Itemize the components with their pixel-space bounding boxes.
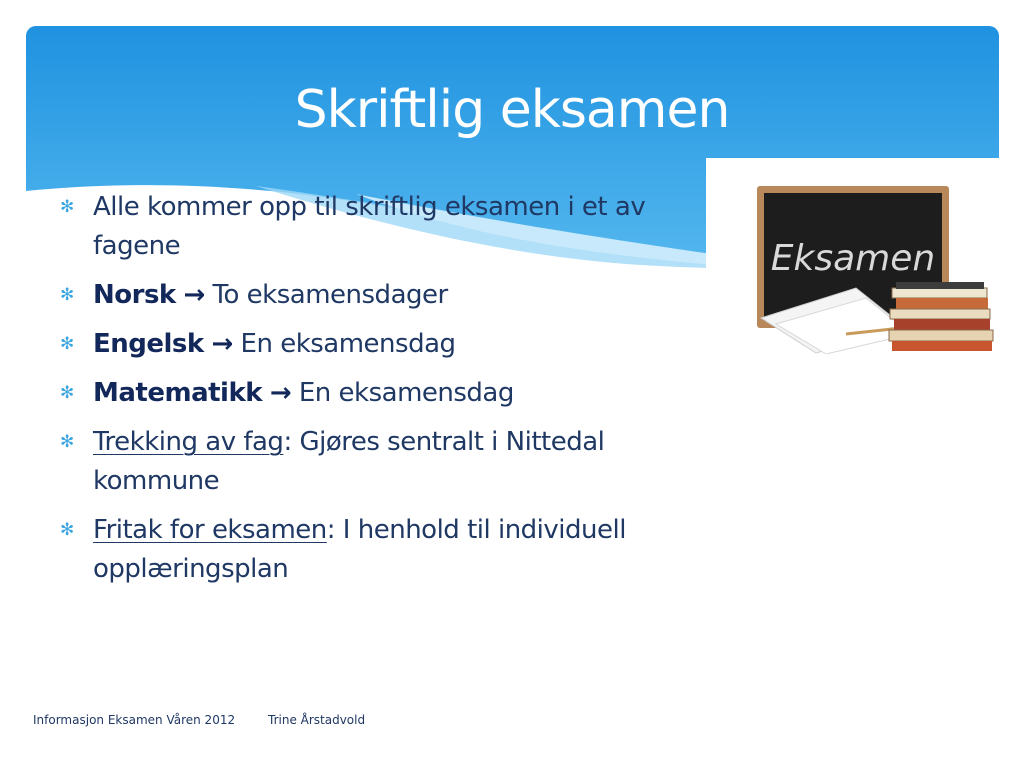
- bullet-text: Alle kommer opp til skriftlig eksamen i et av fagene: [93, 192, 646, 261]
- bullet-text: : Gjøres sentralt i Nittedal kommune: [93, 427, 605, 496]
- bullet-text: To eksamensdager: [212, 280, 448, 310]
- asterisk-bullet-icon: ✻: [60, 432, 74, 452]
- list-item: [60, 423, 690, 501]
- asterisk-bullet-icon: ✻: [60, 520, 74, 540]
- right-arrow-icon: →: [211, 329, 233, 359]
- asterisk-bullet-icon: ✻: [60, 334, 74, 354]
- subject-label: Norsk: [93, 280, 176, 310]
- footer-author: Trine Årstadvold: [268, 713, 366, 727]
- bullet-list: [60, 188, 690, 599]
- fritak-link[interactable]: Fritak for eksamen: [93, 515, 327, 545]
- trekking-link[interactable]: Trekking av fag: [93, 427, 284, 457]
- chalkboard-text: Eksamen: [770, 238, 936, 279]
- asterisk-bullet-icon: ✻: [60, 383, 74, 403]
- list-item: [60, 374, 690, 413]
- chalkboard-image: [706, 158, 999, 354]
- list-item: [60, 325, 690, 364]
- bullet-text: En eksamensdag: [240, 329, 456, 359]
- footer-event: Informasjon Eksamen Våren 2012: [33, 713, 236, 727]
- asterisk-bullet-icon: ✻: [60, 285, 74, 305]
- bullet-text: : I henhold til individuell opplæringsplan: [93, 515, 626, 584]
- list-item: [60, 188, 690, 266]
- subject-label: Engelsk: [93, 329, 204, 359]
- chalkboard-books-illustration: [706, 158, 999, 354]
- list-item: [60, 276, 690, 315]
- slide-title: Skriftlig eksamen: [294, 80, 730, 140]
- subject-label: Matematikk: [93, 378, 263, 408]
- right-arrow-icon: →: [183, 280, 205, 310]
- list-item: [60, 511, 690, 589]
- asterisk-bullet-icon: ✻: [60, 197, 74, 217]
- bullet-text: En eksamensdag: [298, 378, 514, 408]
- right-arrow-icon: →: [269, 378, 292, 408]
